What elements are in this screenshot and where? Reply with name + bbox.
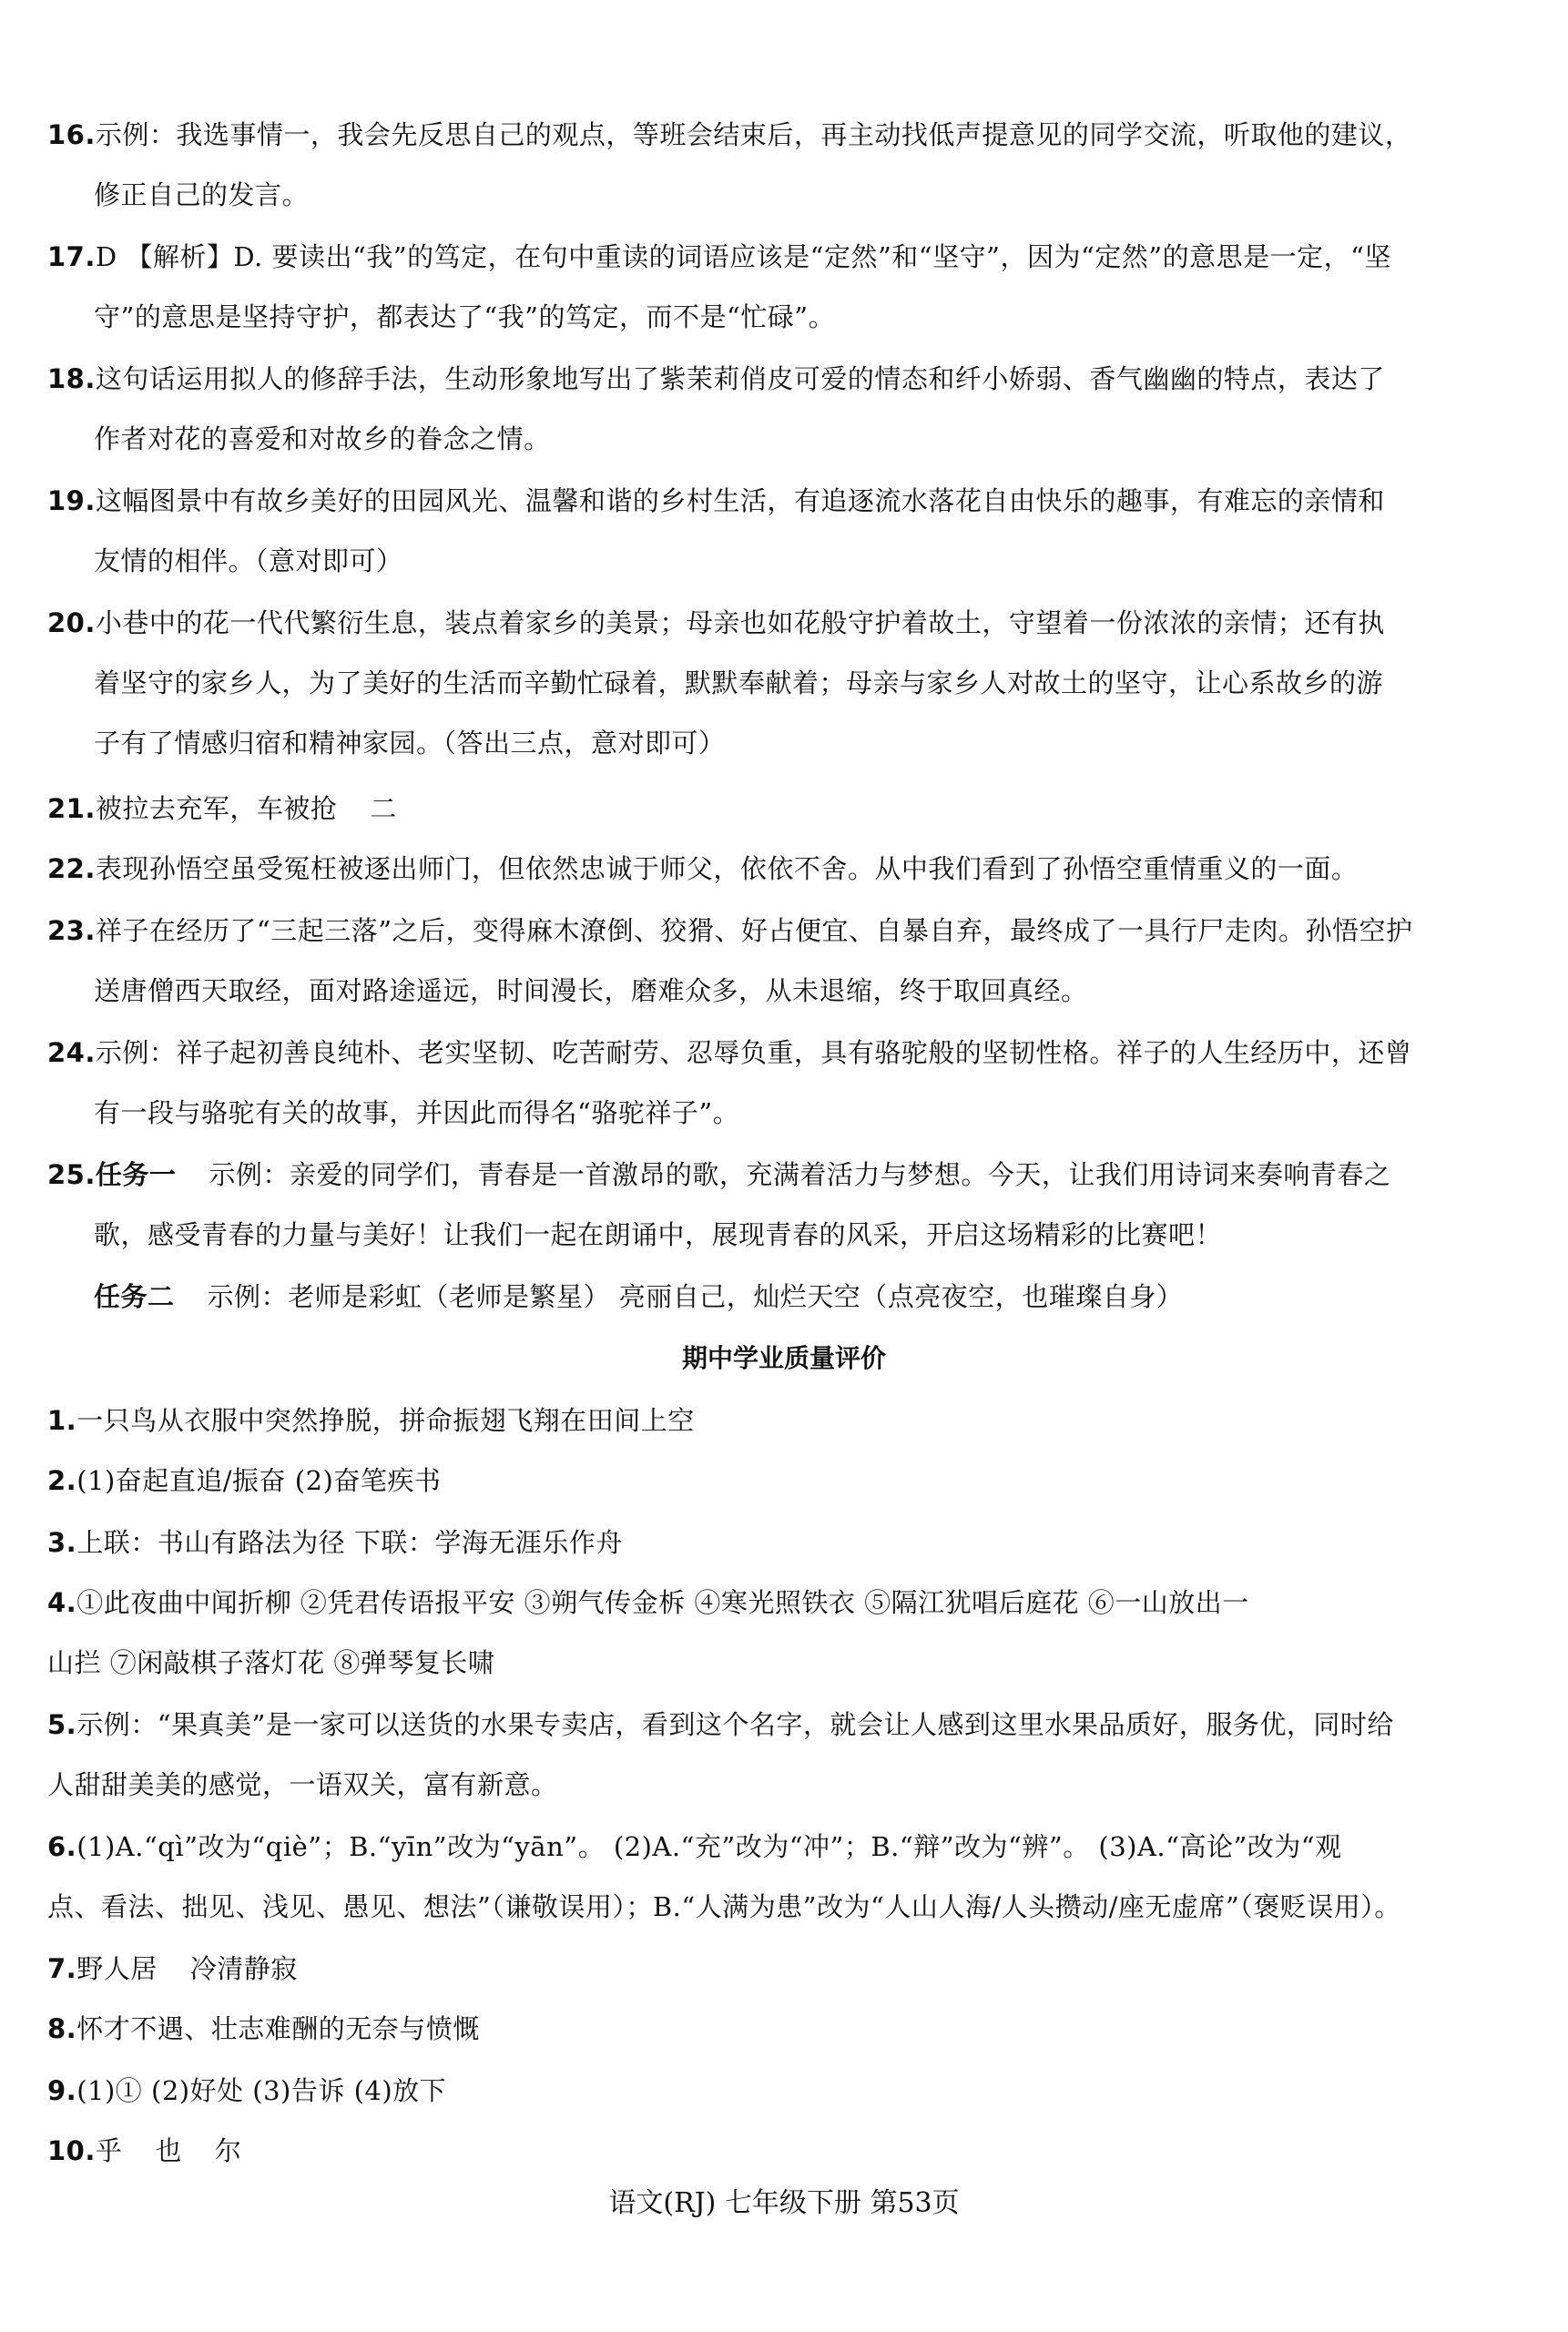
q21-line1: 21.被拉去充军，车被抢 二	[47, 793, 397, 824]
q25-line2: 歌，感受青春的力量与美好！让我们一起在朗诵中，展现青春的风采，开启这场精彩的比赛吧！	[94, 1219, 1223, 1250]
mid-q3: 3.上联：书山有路法为径 下联：学海无涯乐作舟	[47, 1527, 623, 1558]
q23-line2: 送唐僧西天取经，面对路途遥远，时间漫长，磨难众多，从未退缩，终于取回真经。	[94, 975, 1088, 1006]
q17-line2: 守”的意思是坚持守护，都表达了“我”的笃定，而不是“忙碌”。	[94, 301, 836, 332]
q25-line3: 任务二 示例：老师是彩虹（老师是繁星） 亮丽自己，灿烂天空（点亮夜空，也璀璨自身）	[94, 1281, 1184, 1312]
mid-q6-line1: 6.(1)A.“qì”改为“qiè”；B.“yīn”改为“yān”。 (2)A.“充”改为“冲”；B.“辩”改为“辨”。 (3)A.“高论”改为“观	[47, 1831, 1342, 1862]
mid-q4-line1: 4.①此夜曲中闻折柳 ②凭君传语报平安 ③朔气传金柝 ④寒光照铁衣 ⑤隔江犹唱后庭花 ⑥一山放出一	[47, 1587, 1249, 1618]
page-footer: 语文(RJ) 七年级下册 第53页	[608, 2187, 960, 2219]
q25-line1: 25.任务一 示例：亲爱的同学们，青春是一首激昂的歌，充满着活力与梦想。今天，让我们用诗词来奏响青春之	[47, 1159, 1391, 1190]
mid-q8: 8.怀才不遇、壮志难酬的无奈与愤慨	[47, 2013, 480, 2044]
q24-line2: 有一段与骆驼有关的故事，并因此而得名“骆驼祥子”。	[94, 1097, 740, 1128]
task2-label: 任务二	[94, 1281, 175, 1312]
section-title: 期中学业质量评价	[681, 1343, 886, 1373]
q24-line1: 24.示例：祥子起初善良纯朴、老实坚韧、吃苦耐劳、忍辱负重，具有骆驼般的坚韧性格。祥子的人生经历中，还曾	[47, 1037, 1412, 1068]
mid-q2: 2.(1)奋起直追/振奋 (2)奋笔疾书	[47, 1465, 442, 1496]
q19-line1: 19.这幅图景中有故乡美好的田园风光、温馨和谐的乡村生活，有追逐流水落花自由快乐的趣事，有难忘的亲情和	[47, 485, 1385, 516]
mid-q10: 10.乎 也 尔	[47, 2135, 242, 2166]
mid-q9: 9.(1)① (2)好处 (3)告诉 (4)放下	[47, 2075, 447, 2106]
q23-line1: 23.祥子在经历了“三起三落”之后，变得麻木潦倒、狡猾、好占便宜、自暴自弃，最终成了一具行尸走肉。孙悟空护	[47, 915, 1413, 946]
mid-q6-line2: 点、看法、拙见、浅见、愚见、想法”（谦敬误用）；B.“人满为患”改为“人山人海/人头攒动/座无虚席”（褒贬误用）。	[47, 1891, 1401, 1922]
q16-line2: 修正自己的发言。	[94, 179, 310, 210]
q20-line3: 子有了情感归宿和精神家园。（答出三点，意对即可）	[94, 728, 726, 759]
q20-line1: 20.小巷中的花一代代繁衍生息，装点着家乡的美景；母亲也如花般守护着故土，守望着一份浓浓的亲情；还有执	[47, 607, 1385, 638]
q19-line2: 友情的相伴。（意对即可）	[94, 545, 403, 576]
q17-line1: 17.D 【解析】D. 要读出“我”的笃定，在句中重读的词语应该是“定然”和“坚守”，因为“定然”的意思是一定，“坚	[47, 241, 1391, 272]
mid-q5-line1: 5.示例：“果真美”是一家可以送货的水果专卖店，看到这个名字，就会让人感到这里水果品质好，服务优，同时给	[47, 1709, 1394, 1740]
q22-line1: 22.表现孙悟空虽受冤枉被逐出师门，但依然忠诚于师父，依依不舍。从中我们看到了孙悟空重情重义的一面。	[47, 853, 1359, 884]
task1-label: 任务一	[95, 1159, 177, 1190]
mid-q7: 7.野人居 冷清静寂	[47, 1953, 298, 1984]
mid-q1: 1.一只鸟从衣服中突然挣脱，拼命振翅飞翔在田间上空	[47, 1405, 695, 1436]
mid-q5-line2: 人甜甜美美的感觉，一语双关，富有新意。	[47, 1769, 558, 1800]
q18-line2: 作者对花的喜爱和对故乡的眷念之情。	[94, 423, 551, 454]
q16-line1: 16.示例：我选事情一，我会先反思自己的观点，等班会结束后，再主动找低声提意见的同学交流，听取他的建议，	[47, 119, 1412, 150]
q20-line2: 着坚守的家乡人，为了美好的生活而辛勤忙碌着，默默奉献着；母亲与家乡人对故土的坚守，让心系故乡的游	[94, 667, 1384, 698]
q18-line1: 18.这句话运用拟人的修辞手法，生动形象地写出了紫茉莉俏皮可爱的情态和纤小娇弱、香气幽幽的特点，表达了	[47, 363, 1385, 394]
mid-q4-line2: 山拦 ⑦闲敲棋子落灯花 ⑧弹琴复长啸	[47, 1647, 495, 1678]
